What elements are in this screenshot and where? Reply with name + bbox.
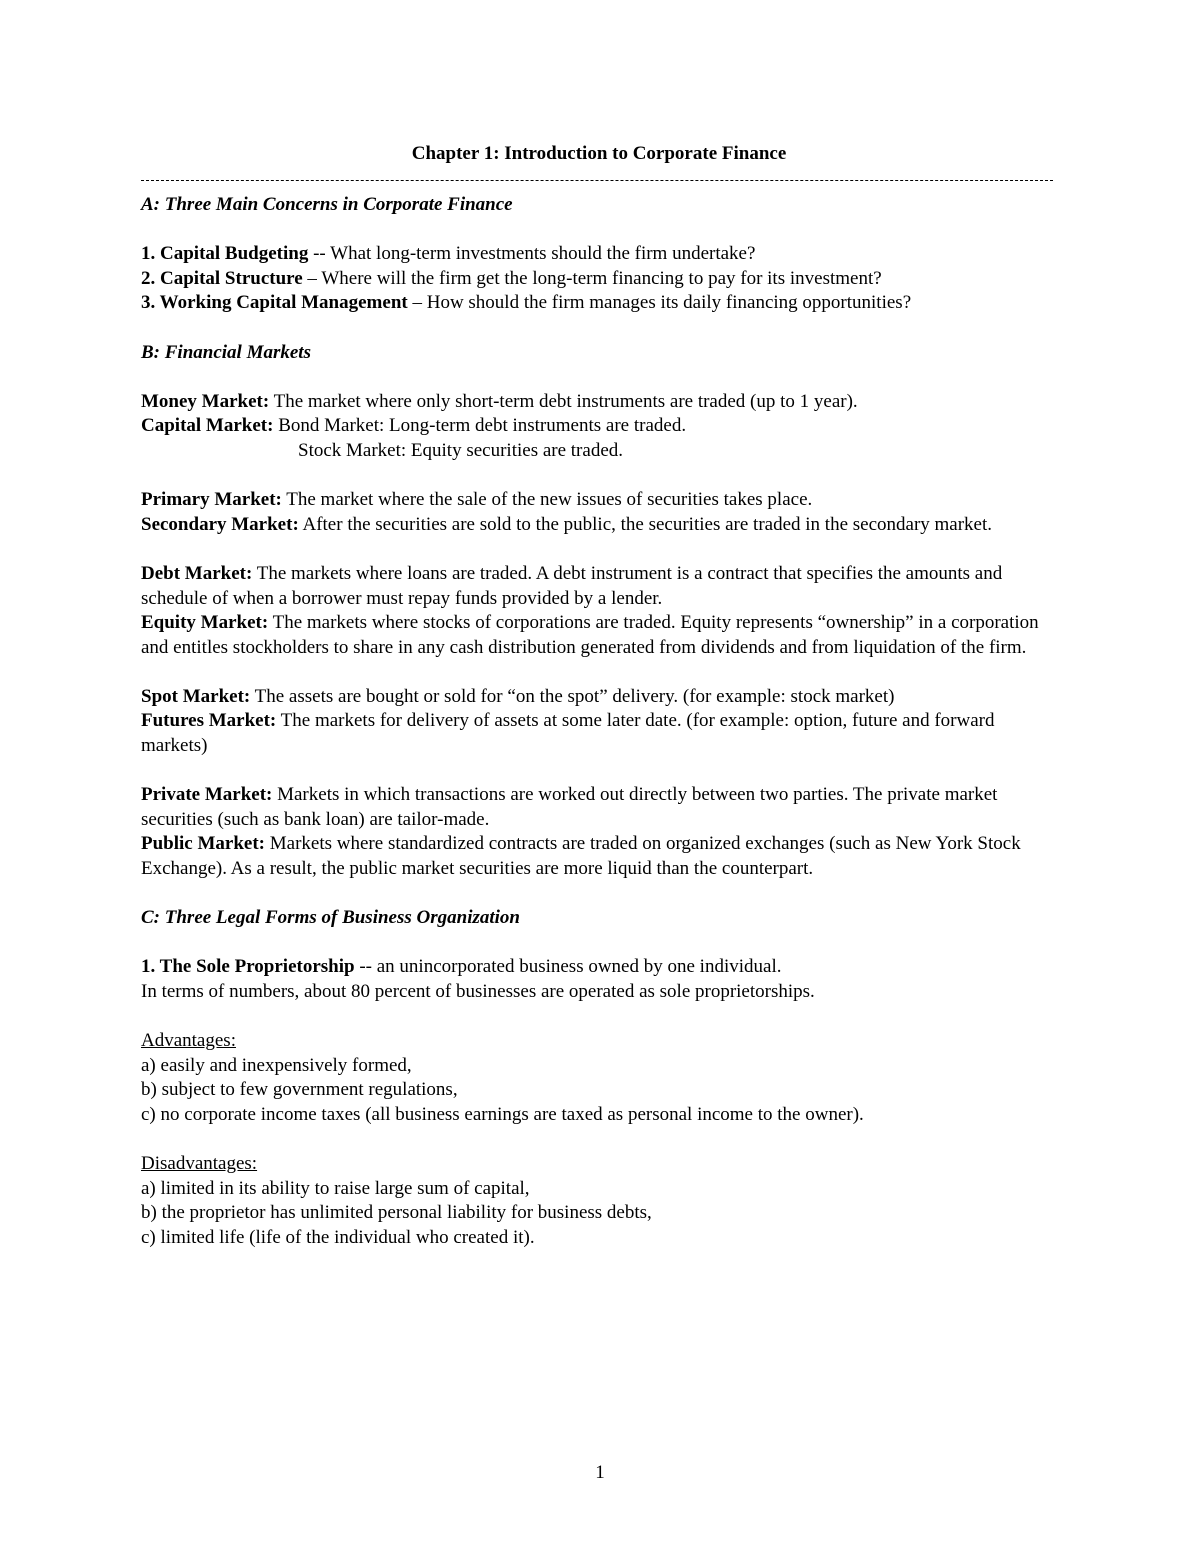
concern-term: 1. Capital Budgeting (141, 243, 309, 265)
money-market-definition (141, 390, 1053, 415)
page-title: Chapter 1: Introduction to Corporate Finance (411, 143, 787, 164)
document-body (141, 140, 1053, 1251)
futures-market-definition (141, 709, 1053, 758)
market-term: Capital Market: (141, 415, 274, 437)
advantage-item: b) subject to few government regulations, (141, 1079, 458, 1101)
disadvantage-item: c) limited life (life of the individual who created it). (141, 1226, 535, 1248)
market-text: The assets are bought or sold for “on the spot” delivery. (for example: stock market) (250, 685, 895, 707)
disadvantage-item: b) the proprietor has unlimited personal liability for business debts, (141, 1202, 652, 1224)
concern-capital-structure (141, 267, 1053, 292)
stock-market-definition: Stock Market: Equity securities are traded. (298, 439, 624, 461)
equity-market-definition (141, 611, 1053, 660)
concern-text: – How should the firm manages its daily financing opportunities? (407, 292, 912, 314)
market-text: The markets where stocks of corporations are traded. Equity represents “ownership” in a corporation and entitles stockholders to share in any cash distribution generated from dividends and from liquidation of the firm. (141, 612, 1039, 658)
concern-capital-budgeting (141, 242, 1053, 267)
market-text: Markets in which transactions are worked out directly between two parties. The private market securities (such as bank loan) are tailor-made. (141, 784, 998, 830)
market-term: Public Market: (141, 833, 266, 855)
secondary-market-definition (141, 513, 1053, 538)
private-market-definition (141, 783, 1053, 832)
section-b-heading: B: Financial Markets (141, 341, 311, 363)
market-term: Money Market: (141, 390, 270, 412)
primary-market-definition (141, 488, 1053, 513)
concern-working-capital (141, 291, 1053, 316)
advantage-item: c) no corporate income taxes (all business earnings are taxed as personal income to the owner). (141, 1103, 864, 1125)
market-text: The markets for delivery of assets at some later date. (for example: option, future and forward markets) (141, 710, 995, 757)
sole-proprietorship-definition (141, 955, 1053, 980)
debt-market-definition (141, 562, 1053, 611)
dashed-divider (141, 180, 1053, 183)
public-market-definition (141, 832, 1053, 881)
section-a-heading: A: Three Main Concerns in Corporate Finance (141, 194, 513, 215)
market-term: Futures Market: (141, 710, 277, 732)
market-term: Private Market: (141, 784, 273, 806)
disadvantages-label: Disadvantages: (141, 1153, 258, 1175)
concern-term: 2. Capital Structure (141, 267, 303, 289)
disadvantage-item: a) limited in its ability to raise large sum of capital, (141, 1177, 530, 1199)
market-term: Primary Market: (141, 489, 282, 511)
sole-proprietorship-note: In terms of numbers, about 80 percent of businesses are operated as sole proprietorships. (141, 981, 815, 1002)
organization-term: 1. The Sole Proprietorship (141, 956, 355, 978)
market-term: Spot Market: (141, 685, 251, 707)
market-text: The market where the sale of the new issues of securities takes place. (281, 489, 813, 511)
market-text: The market where only short-term debt instruments are traded (up to 1 year). (269, 390, 858, 412)
advantages-label: Advantages: (141, 1030, 236, 1052)
market-term: Equity Market: (141, 612, 269, 634)
concern-text: -- What long-term investments should the firm undertake? (308, 243, 756, 265)
market-term: Secondary Market: (141, 513, 299, 535)
concern-text: – Where will the firm get the long-term financing to pay for its investment? (302, 267, 882, 289)
concern-term: 3. Working Capital Management (141, 292, 408, 314)
page-number: 1 (595, 1462, 605, 1483)
market-text: After the securities are sold to the public, the securities are traded in the secondary market. (298, 513, 993, 535)
organization-text: -- an unincorporated business owned by one individual. (354, 956, 782, 978)
advantage-item: a) easily and inexpensively formed, (141, 1054, 412, 1076)
market-text: Markets where standardized contracts are traded on organized exchanges (such as New York Stock Exchange). As a result, the public market securities are more liquid than the counterpart. (141, 833, 1021, 880)
spot-market-definition (141, 685, 1053, 710)
market-term: Debt Market: (141, 562, 253, 584)
capital-market-definition (141, 414, 1053, 439)
section-c-heading: C: Three Legal Forms of Business Organization (141, 907, 520, 929)
market-text: The markets where loans are traded. A debt instrument is a contract that specifies the amounts and schedule of when a borrower must repay funds provided by a lender. (141, 562, 1003, 609)
market-text: Bond Market: Long-term debt instruments are traded. (273, 415, 687, 437)
